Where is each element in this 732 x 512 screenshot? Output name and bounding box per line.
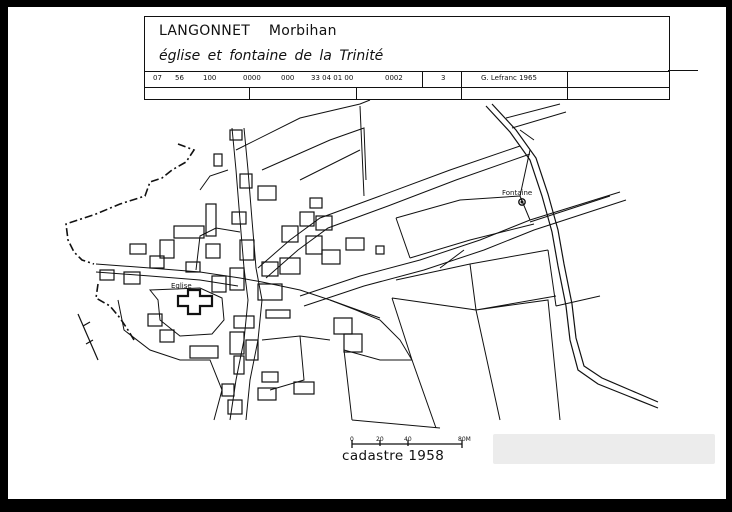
commune-boundary bbox=[96, 284, 134, 340]
main-road bbox=[304, 200, 626, 306]
church-building bbox=[178, 290, 212, 314]
building bbox=[100, 130, 384, 414]
code-cell: 3 bbox=[441, 74, 446, 82]
code-cell: 100 bbox=[203, 74, 217, 82]
scale-tick-label: 40 bbox=[404, 436, 412, 443]
fountain-label: Fontaine bbox=[502, 189, 533, 197]
code-cell: 33 04 01 00 bbox=[311, 74, 354, 82]
path-to-fountain bbox=[506, 104, 566, 140]
parcel-boundary bbox=[118, 100, 610, 428]
code-cell: 56 bbox=[175, 74, 184, 82]
scale-tick-label: 80M bbox=[458, 436, 471, 443]
scale-caption: cadastre 1958 bbox=[342, 448, 445, 464]
commune-name: LANGONNET bbox=[159, 23, 251, 39]
code-cell: 0000 bbox=[243, 74, 261, 82]
cartouche-subject: église et fontaine de la Trinité bbox=[159, 48, 384, 64]
church-label: Eglise bbox=[171, 282, 192, 290]
main-road bbox=[244, 128, 262, 420]
north-arrow bbox=[78, 314, 98, 360]
department-name: Morbihan bbox=[268, 23, 337, 39]
main-road bbox=[258, 146, 520, 268]
archive-stamp bbox=[493, 434, 715, 464]
scale-tick-label: 0 bbox=[350, 436, 354, 443]
main-road bbox=[266, 154, 533, 278]
scale-tick-label: 20 bbox=[376, 436, 384, 443]
code-cell: 07 bbox=[153, 74, 162, 82]
code-cell: 0002 bbox=[385, 74, 403, 82]
code-cell: G. Lefranc 1965 bbox=[481, 74, 537, 82]
code-cell: 000 bbox=[281, 74, 295, 82]
main-road bbox=[230, 128, 248, 420]
